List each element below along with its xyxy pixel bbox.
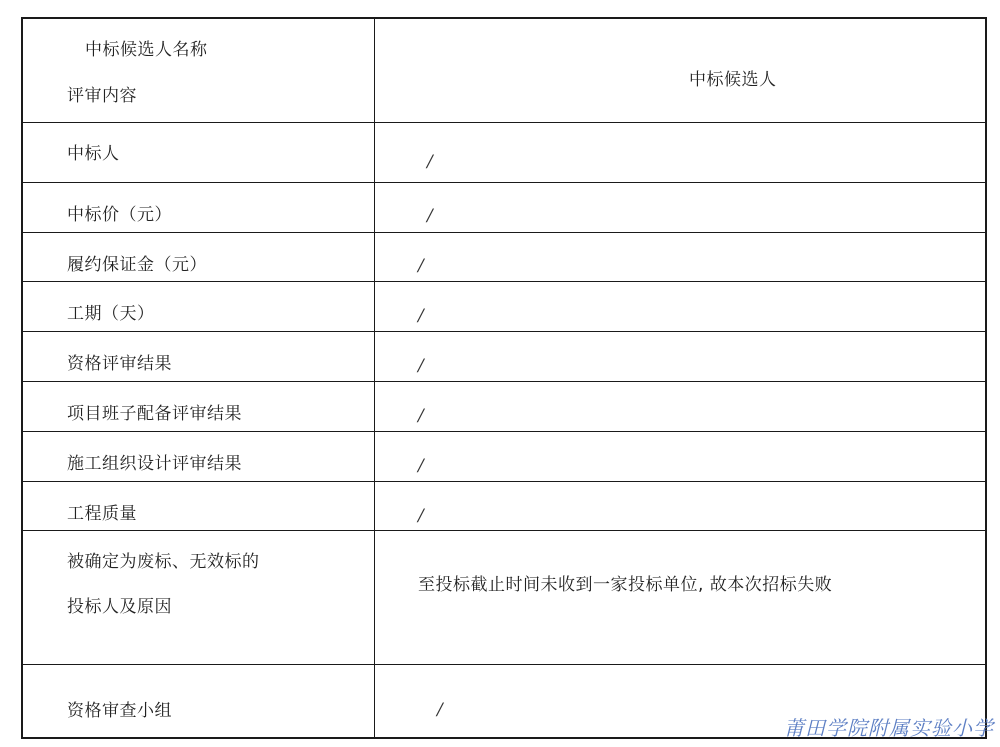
watermark: 莆田学院附属实验小学 — [784, 716, 994, 740]
row-value: / — [418, 406, 424, 426]
row-divider — [23, 664, 985, 665]
row-value: / — [427, 152, 433, 172]
row-divider — [23, 431, 985, 432]
row-label: 中标人 — [67, 144, 120, 164]
row-label: 资格审查小组 — [67, 701, 172, 721]
row-divider — [23, 232, 985, 233]
row-value: / — [418, 456, 424, 476]
row-value: / — [418, 356, 424, 376]
row-divider — [23, 381, 985, 382]
row-label: 项目班子配备评审结果 — [67, 404, 242, 424]
row-divider — [23, 481, 985, 482]
row-value: / — [418, 256, 424, 276]
header-column-title: 中标候选人 — [689, 70, 777, 90]
rejected-label-line2: 投标人及原因 — [67, 597, 172, 617]
header-corner-top: 中标候选人名称 — [85, 40, 208, 60]
rejected-reason: 至投标截止时间未收到一家投标单位, 故本次招标失败 — [418, 575, 833, 595]
row-label: 工期（天） — [67, 304, 155, 324]
row-label: 履约保证金（元） — [67, 255, 207, 275]
row-value: / — [418, 506, 424, 526]
row-label: 工程质量 — [67, 504, 137, 524]
row-value: / — [418, 306, 424, 326]
row-divider — [23, 331, 985, 332]
row-label: 中标价（元） — [67, 205, 172, 225]
row-divider — [23, 530, 985, 531]
row-value: / — [427, 206, 433, 226]
row-label: 施工组织设计评审结果 — [67, 454, 242, 474]
rejected-label-line1: 被确定为废标、无效标的 — [67, 552, 260, 572]
row-divider — [23, 182, 985, 183]
row-value: / — [437, 700, 443, 720]
row-divider — [23, 122, 985, 123]
header-corner-bottom: 评审内容 — [67, 86, 137, 106]
column-divider — [374, 19, 375, 737]
row-label: 资格评审结果 — [67, 354, 172, 374]
row-divider — [23, 281, 985, 282]
bid-result-table — [21, 17, 987, 739]
